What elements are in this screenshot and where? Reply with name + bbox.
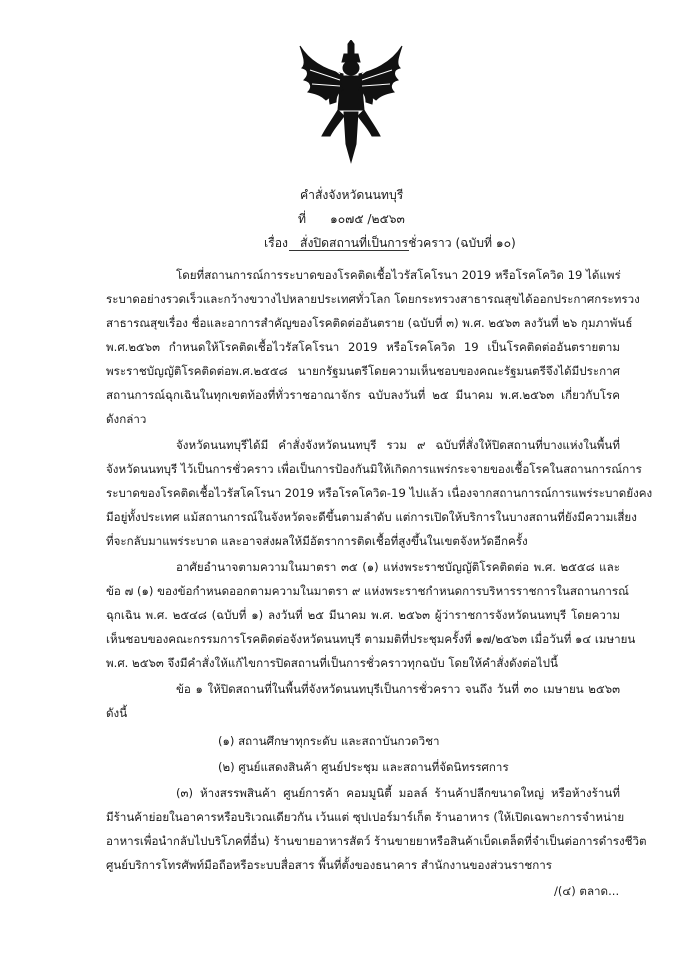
paragraph-3-line: พ.ศ. ๒๕๖๓ จึงมีคำสั่งให้แก้ไขการปิดสถานที่เป็นการชั่วคราวทุกฉบับ โดยให้คำสั่งดังต่อไปนี้ [106, 656, 558, 670]
document-number: ๑๐๗๕ /๒๕๖๓ [330, 212, 405, 226]
paragraph-2-line: ระบาดของโรคติดเชื้อไวรัสโคโรนา 2019 หรือโรคโควิด-19 ไปแล้ว เนื่องจากสถานการณ์การแพร่ระบาดยังคง [106, 486, 653, 500]
paragraph-1-line: สถานการณ์ฉุกเฉินในทุกเขตท้องที่ทั่วราชอาณาจักร ฉบับลงวันที่ ๒๕ มีนาคม พ.ศ.๒๕๖๓ เกี่ยวกับโรค [106, 388, 620, 402]
continuation-marker: /(๔) ตลาด... [554, 884, 620, 898]
paragraph-2-line: ที่จะกลับมาแพร่ระบาด และอาจส่งผลให้มีอัตราการติดเชื้อที่สูงขึ้นในเขตจังหวัดอีกครั้ง [106, 534, 528, 548]
clause-item-1: (๑) สถานศึกษาทุกระดับ และสถาบันกวดวิชา [218, 734, 440, 748]
paragraph-1-line: พระราชบัญญัติโรคติดต่อพ.ศ.๒๕๕๘ นายกรัฐมนตรีโดยความเห็นชอบของคณะรัฐมนตรีจึงได้มีประกาศ [106, 364, 620, 378]
paragraph-2-line: จังหวัดนนทบุรี ไว้เป็นการชั่วคราว เพื่อเป็นการป้องกันมิให้เกิดการแพร่กระจายของเชื้อโรคในสถานการณ์การ [106, 462, 642, 476]
clause-1-line: ดังนี้ [106, 706, 128, 720]
paragraph-2-line: จังหวัดนนทบุรีได้มี คำสั่งจังหวัดนนทบุรี รวม ๙ ฉบับที่สั่งให้ปิดสถานที่บางแห่งในพื้นที่ [176, 438, 620, 452]
clause-1-line: ข้อ ๑ ให้ปิดสถานที่ในพื้นที่จังหวัดนนทบุรีเป็นการชั่วคราว จนถึง วันที่ ๓๐ เมษายน ๒๕๖๓ [176, 682, 620, 696]
clause-item-3-line: ศูนย์บริการโทรศัพท์มือถือหรือระบบสื่อสาร พื้นที่ตั้งของธนาคาร สำนักงานของส่วนราชการ [106, 858, 552, 872]
document-title: คำสั่งจังหวัดนนทบุรี [300, 188, 404, 202]
paragraph-1-line: ดังกล่าว [106, 412, 147, 426]
clause-item-3-line: มีร้านค้าย่อยในอาคารหรือบริเวณเดียวกัน เว้นแต่ ซุปเปอร์มาร์เก็ต ร้านอาหาร (ให้เปิดเฉพาะการจำหน่าย [106, 810, 625, 824]
subject-label: เรื่อง [264, 236, 288, 250]
paragraph-3-line: ฉุกเฉิน พ.ศ. ๒๕๔๘ (ฉบับที่ ๑) ลงวันที่ ๒๕ มีนาคม พ.ศ. ๒๕๖๓ ผู้ว่าราชการจังหวัดนนทบุรี โดยความ [106, 608, 620, 622]
paragraph-3-line: เห็นชอบของคณะกรรมการโรคติดต่อจังหวัดนนทบุรี ตามมติที่ประชุมครั้งที่ ๑๗/๒๕๖๓ เมื่อวันที่ ๑๔ เมษายน [106, 632, 636, 646]
paragraph-1-line: สาธารณสุขเรื่อง ชื่อและอาการสำคัญของโรคติดต่ออันตราย (ฉบับที่ ๓) พ.ศ. ๒๕๖๓ ลงวันที่ ๒๖ กุมภาพันธ์ [106, 316, 633, 330]
header-divider [289, 250, 409, 251]
clause-item-2: (๒) ศูนย์แสดงสินค้า ศูนย์ประชุม และสถานที่จัดนิทรรศการ [218, 760, 509, 774]
document-number-label: ที่ [298, 212, 307, 226]
subject-text: สั่งปิดสถานที่เป็นการชั่วคราว (ฉบับที่ ๑๐) [300, 236, 516, 250]
paragraph-3-line: ข้อ ๗ (๑) ของข้อกำหนดออกตามความในมาตรา ๙ แห่งพระราชกำหนดการบริหารราชการในสถานการณ์ [106, 584, 629, 598]
paragraph-1-line: ระบาดอย่างรวดเร็วและกว้างขวางไปหลายประเทศทั่วโลก โดยกระทรวงสาธารณสุขได้ออกประกาศกระทรวง [106, 292, 640, 306]
paragraph-2-line: มีอยู่ทั้งประเทศ แม้สถานการณ์ในจังหวัดจะดีขึ้นตามลำดับ แต่การเปิดให้บริการในบางสถานที่ยังมีความเสี่ยง [106, 510, 637, 524]
clause-item-3-line: อาหารเพื่อนำกลับไปบริโภคที่อื่น) ร้านขายอาหารสัตว์ ร้านขายยาหรือสินค้าเบ็ดเตล็ดที่จำเป็นต่อการดำรงชีวิต [106, 834, 647, 848]
paragraph-3-line: อาศัยอำนาจตามความในมาตรา ๓๕ (๑) แห่งพระราชบัญญัติโรคติดต่อ พ.ศ. ๒๕๕๘ และ [176, 560, 620, 574]
clause-item-3-line: (๓) ห้างสรรพสินค้า ศูนย์การค้า คอมมูนิตี้ มอลล์ ร้านค้าปลีกขนาดใหญ่ หรือห้างร้านที่ [176, 786, 620, 800]
garuda-emblem-icon [296, 40, 406, 164]
paragraph-1-line: พ.ศ.๒๕๖๓ กำหนดให้โรคติดเชื้อไวรัสโคโรนา 2019 หรือโรคโควิด 19 เป็นโรคติดต่ออันตรายตาม [106, 340, 620, 354]
paragraph-1-line: โดยที่สถานการณ์การระบาดของโรคติดเชื้อไวรัสโคโรนา 2019 หรือโรคโควิด 19 ได้แพร่ [176, 268, 621, 282]
